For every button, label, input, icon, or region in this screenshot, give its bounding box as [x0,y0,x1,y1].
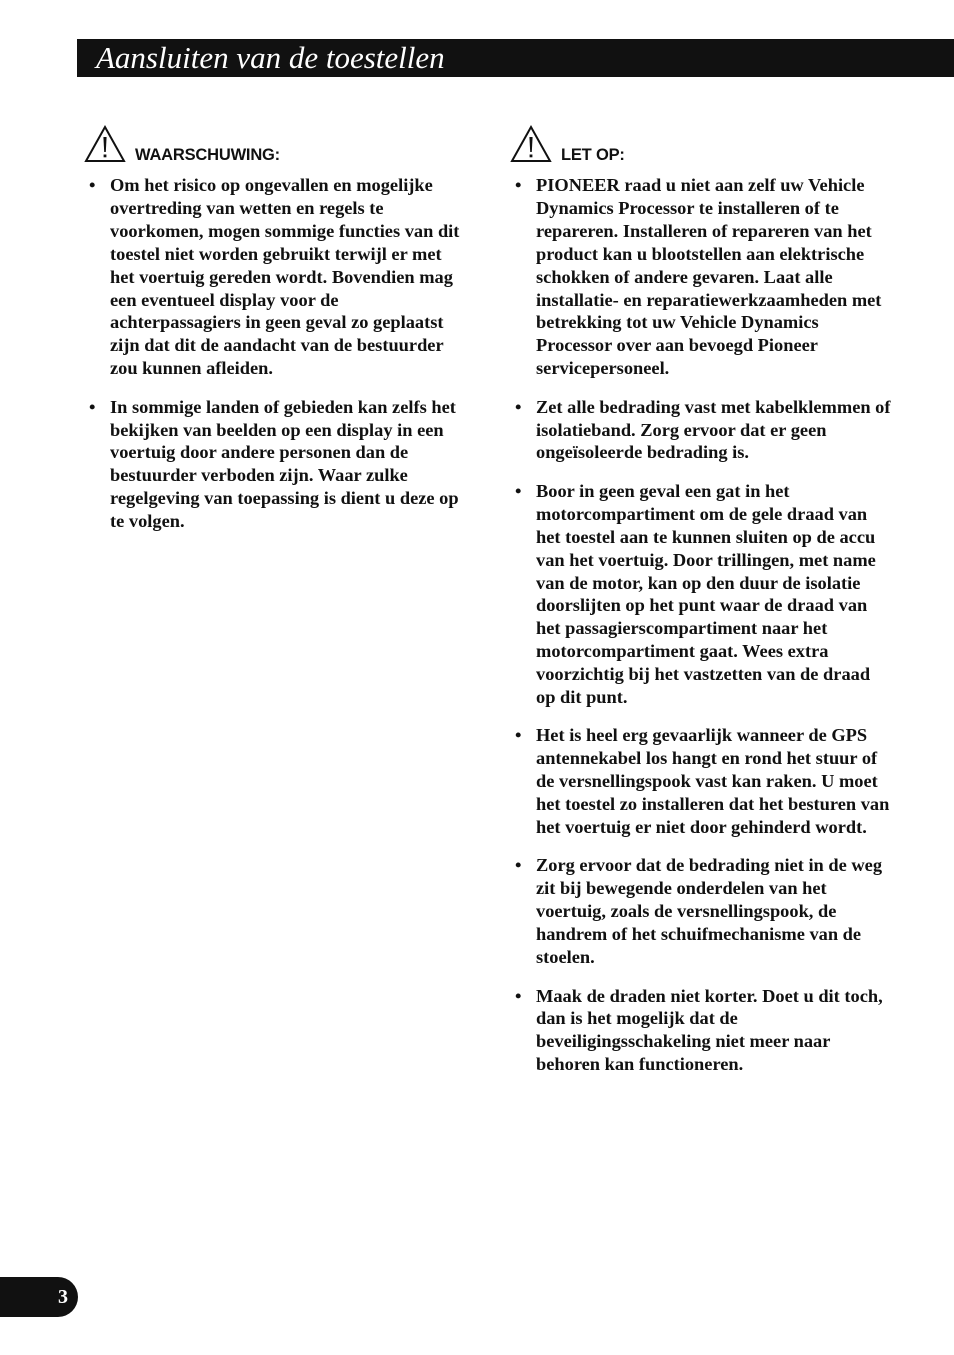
page-number-tab [0,1277,78,1317]
list-item [510,396,894,465]
list-item-text: Om het risico op ongevallen en mogelijke overtreding van wetten en regels te voorkomen, mogen sommige functies van dit toestel niet worden gebruikt terwijl er met het voertuig gereden wordt. Bovendien mag een eventueel display voor de achterpassagiers in geen geval zo geplaatst zijn dat dit de aandacht van de bestuurder zou kunnen afleiden. [110,175,460,379]
warning-heading-label: WAARSCHUWING: [135,146,280,164]
bullet-mark: • [515,175,522,195]
list-item-text: PIONEER raad u niet aan zelf uw Vehicle Dynamics Processor te installeren of te repareren. Installeren of repareren van het product kan u blootstellen aan elektrische schokken of andere gevaren. Laat alle installatie- en reparatiewerkzaamheden met betrekking tot uw Vehicle Dynamics Processor over aan bevoegd Pioneer servicepersoneel. [536,175,882,379]
list-item [510,724,894,839]
bullet-mark: • [515,855,522,876]
warning-list [84,174,468,533]
bullet-mark: • [515,725,522,746]
caution-heading [510,124,894,168]
caution-heading-label: LET OP: [561,146,625,164]
bullet-mark: • [515,985,522,1006]
bullet-mark: • [515,396,522,417]
caution-column [510,124,894,1092]
section-title-bar [77,39,954,77]
list-item-text: Het is heel erg gevaarlijk wanneer de GPS antennekabel los hangt en rond het stuur of de versnellingspook vast kan raken. U moet het toestel zo installeren dat het besturen van het voertuig er niet door gehinderd wordt. [536,725,890,838]
warning-triangle-icon [84,124,126,164]
list-item [510,985,894,1077]
list-item-text: Zorg ervoor dat de bedrading niet in de weg zit bij bewegende onderdelen van het voertuig, zoals de versnellingspook, de handrem of het schuifmechanisme van de stoelen. [536,855,883,968]
list-item-text: Maak de draden niet korter. Doet u dit toch, dan is het mogelijk dat de beveiligingsschakeling niet meer naar behoren kan functioneren. [536,985,883,1075]
list-item [84,396,468,533]
list-item [510,854,894,969]
bullet-mark: • [515,480,522,501]
list-item [84,174,468,380]
page-number: 3 [58,1286,68,1308]
list-item-text: Zet alle bedrading vast met kabelklemmen of isolatieband. Zorg ervoor dat er geen ongeïsoleerde bedrading is. [536,396,891,463]
warning-heading [84,124,468,168]
list-item-text: Boor in geen geval een gat in het motorcompartiment om de gele draad van het toestel aan te kunnen sluiten op de accu van het voertuig. Door trillingen, met name van de motor, kan op den duur de isolatie doorslijten op het punt waar de draad van het passagierscompartiment naar het motorcompartiment gaat. Wees extra voorzichtig bij het vastzetten van de draad op dit punt. [536,480,876,708]
bullet-mark: • [89,396,96,417]
list-item [510,480,894,709]
list-item [510,174,894,380]
warning-triangle-icon [510,124,552,164]
bullet-mark: • [89,175,96,195]
warning-column [84,124,468,549]
page-title: Aansluiten van de toestellen [96,40,445,75]
caution-list [510,174,894,1076]
list-item-text: In sommige landen of gebieden kan zelfs het bekijken van beelden op een display in een voertuig door andere personen dan de bestuurder verboden zijn. Waar zulke regelgeving van toepassing is dient u deze op te volgen. [110,396,459,532]
